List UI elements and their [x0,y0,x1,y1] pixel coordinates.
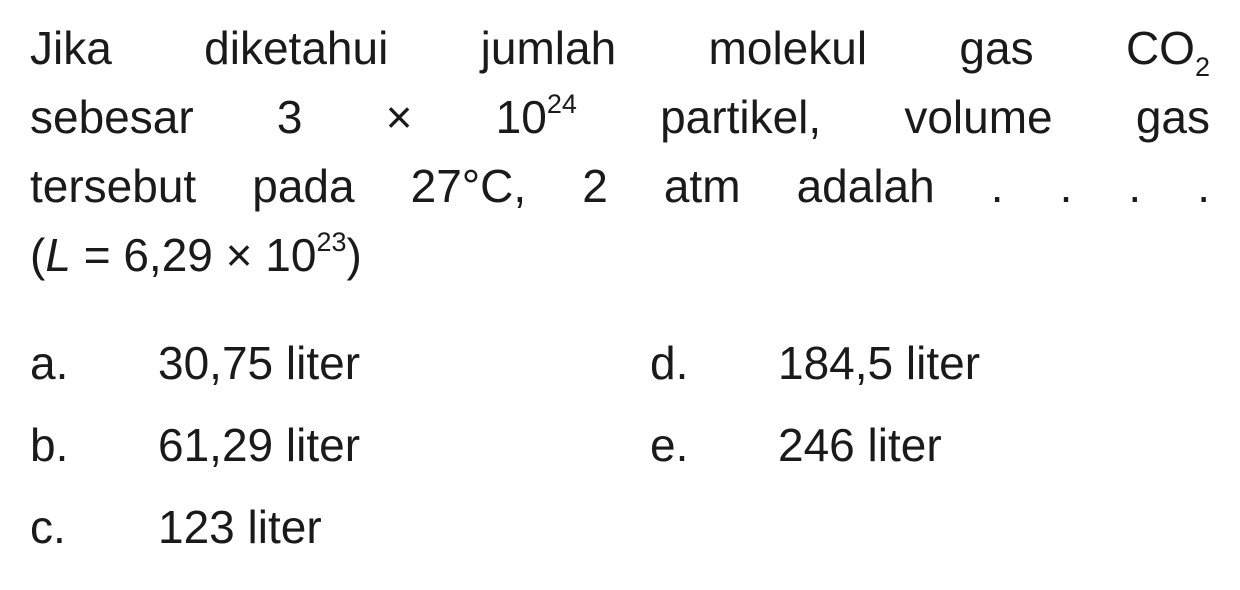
option-c[interactable] [30,486,322,568]
options-row-2 [30,404,1210,486]
paren-open: ( [30,229,46,281]
subscript-2: 2 [1194,52,1210,82]
paren-close: ) [346,229,362,281]
question-line-1 [30,14,1210,83]
option-d-text: 184,5 liter [778,337,981,389]
question-line-2-pre: sebesar 3 × 10 [30,91,547,143]
option-a-text: 30,75 liter [158,337,361,389]
option-b-text: 61,29 liter [158,419,361,471]
option-d-letter: d. [650,337,689,389]
avogadro-value: = 6,29 × 10 [70,229,317,281]
question-line-2-post: partikel, volume gas [576,91,1210,143]
option-c-text: 123 liter [158,501,322,553]
question-line-2 [30,83,1210,152]
option-a-letter: a. [30,337,69,389]
question-text [30,14,1210,290]
option-d[interactable] [650,322,980,404]
option-b-letter: b. [30,419,69,471]
option-e-letter: e. [650,419,689,471]
answer-options [30,322,1210,568]
question-line-3 [30,152,1210,221]
option-c-letter: c. [30,501,66,553]
superscript-23: 23 [316,227,347,257]
question-line-4 [30,221,1210,290]
question-line-1-text: Jika diketahui jumlah molekul gas CO [30,22,1195,74]
option-a[interactable] [30,322,360,404]
option-e[interactable] [650,404,942,486]
option-b[interactable] [30,404,360,486]
avogadro-symbol: L [45,229,71,281]
options-row-3 [30,486,1210,568]
question-line-3-text: tersebut pada 27°C, 2 atm adalah . . . . [30,160,1210,212]
superscript-24: 24 [546,89,577,119]
option-e-text: 246 liter [778,419,942,471]
options-row-1 [30,322,1210,404]
